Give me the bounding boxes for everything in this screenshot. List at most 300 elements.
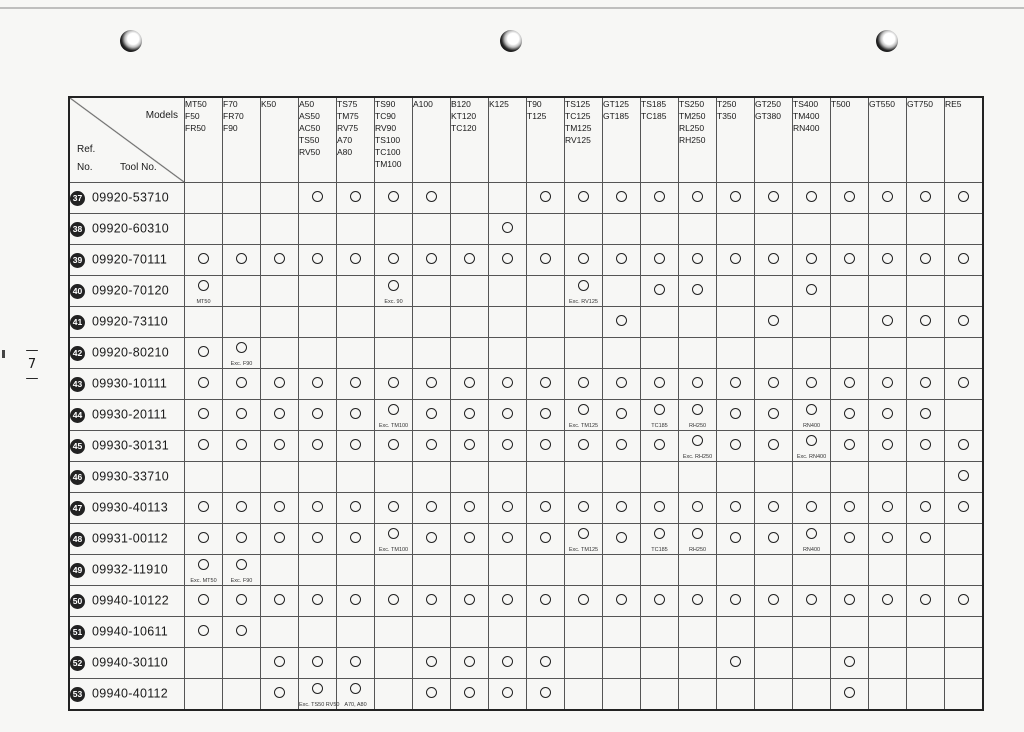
compatibility-cell bbox=[679, 400, 717, 431]
compatibility-cell bbox=[413, 555, 451, 586]
compatibility-cell bbox=[375, 338, 413, 369]
compatibility-cell bbox=[565, 493, 603, 524]
compatible-circle-icon bbox=[312, 253, 323, 264]
compatibility-cell bbox=[299, 183, 337, 214]
compatibility-cell bbox=[831, 555, 869, 586]
compatible-circle-icon bbox=[540, 191, 551, 202]
compatibility-cell bbox=[223, 276, 261, 307]
compatibility-cell bbox=[831, 679, 869, 711]
model-column-header bbox=[185, 97, 223, 183]
table-row bbox=[69, 214, 983, 245]
compatible-circle-icon bbox=[578, 280, 589, 291]
compatibility-cell bbox=[451, 648, 489, 679]
tool-number: 09920-70111 bbox=[92, 253, 168, 268]
compatibility-cell bbox=[489, 214, 527, 245]
compatibility-cell bbox=[337, 493, 375, 524]
model-name: F70 bbox=[223, 99, 238, 109]
compatible-circle-icon bbox=[578, 594, 589, 605]
compatible-circle-icon bbox=[692, 594, 703, 605]
compatibility-cell bbox=[527, 493, 565, 524]
compatibility-cell bbox=[793, 679, 831, 711]
compatibility-cell bbox=[299, 555, 337, 586]
model-column-header bbox=[223, 97, 261, 183]
compatibility-cell bbox=[717, 462, 755, 493]
compatibility-cell bbox=[527, 307, 565, 338]
compatibility-cell bbox=[869, 555, 907, 586]
compatible-circle-icon bbox=[350, 594, 361, 605]
compatibility-cell bbox=[489, 679, 527, 711]
compatibility-cell bbox=[717, 648, 755, 679]
table-row bbox=[69, 431, 983, 462]
compatibility-cell bbox=[717, 369, 755, 400]
compatibility-cell bbox=[945, 276, 984, 307]
compatibility-cell bbox=[831, 493, 869, 524]
compatibility-cell bbox=[907, 679, 945, 711]
compatibility-cell bbox=[299, 648, 337, 679]
compatibility-cell bbox=[223, 400, 261, 431]
compatibility-cell bbox=[755, 431, 793, 462]
compatible-circle-icon bbox=[426, 656, 437, 667]
compatibility-cell bbox=[641, 338, 679, 369]
compatibility-cell bbox=[945, 214, 984, 245]
compatibility-cell bbox=[223, 369, 261, 400]
compatibility-cell bbox=[603, 617, 641, 648]
model-name: GT250 bbox=[755, 99, 781, 109]
compatibility-cell bbox=[565, 648, 603, 679]
table-row bbox=[69, 586, 983, 617]
compatible-circle-icon bbox=[616, 377, 627, 388]
compatibility-cell bbox=[793, 586, 831, 617]
compatible-circle-icon bbox=[502, 532, 513, 543]
compatibility-cell bbox=[641, 586, 679, 617]
compatible-circle-icon bbox=[502, 253, 513, 264]
compatibility-cell bbox=[869, 307, 907, 338]
compatibility-cell bbox=[337, 369, 375, 400]
model-name: A100 bbox=[413, 99, 433, 109]
compatible-circle-icon bbox=[806, 284, 817, 295]
compatibility-cell bbox=[679, 524, 717, 555]
exception-note: TC185 bbox=[651, 547, 668, 553]
model-name: TS250 bbox=[679, 99, 705, 109]
compatibility-cell bbox=[223, 524, 261, 555]
exception-note: RN400 bbox=[802, 547, 821, 553]
tool-number: 09920-53710 bbox=[92, 191, 169, 206]
compatible-circle-icon bbox=[540, 656, 551, 667]
compatibility-cell bbox=[299, 276, 337, 307]
compatible-circle-icon bbox=[654, 284, 665, 295]
model-column-header bbox=[603, 97, 641, 183]
compatibility-cell bbox=[489, 307, 527, 338]
compatible-circle-icon bbox=[578, 253, 589, 264]
model-name: TS125 bbox=[565, 99, 591, 109]
compatibility-cell bbox=[603, 462, 641, 493]
compatibility-cell bbox=[945, 493, 984, 524]
compatibility-cell bbox=[261, 369, 299, 400]
compatibility-cell bbox=[869, 648, 907, 679]
compatibility-cell bbox=[717, 493, 755, 524]
compatibility-cell bbox=[185, 493, 223, 524]
compatibility-cell bbox=[527, 462, 565, 493]
compatibility-cell bbox=[413, 679, 451, 711]
compatible-circle-icon bbox=[540, 594, 551, 605]
compatibility-cell bbox=[755, 524, 793, 555]
tool-number: 09930-30131 bbox=[92, 439, 169, 454]
compatibility-cell bbox=[413, 617, 451, 648]
compatibility-cell bbox=[603, 214, 641, 245]
model-name: TS50 bbox=[299, 135, 320, 145]
compatible-circle-icon bbox=[578, 528, 589, 539]
compatibility-cell bbox=[527, 431, 565, 462]
compatibility-cell bbox=[755, 400, 793, 431]
exception-note: Exc. F90 bbox=[230, 361, 253, 367]
compatibility-cell bbox=[831, 369, 869, 400]
compatible-circle-icon bbox=[198, 625, 209, 636]
compatible-circle-icon bbox=[236, 594, 247, 605]
compatibility-cell bbox=[641, 276, 679, 307]
ref-tool-cell bbox=[69, 245, 185, 276]
compatibility-cell bbox=[641, 493, 679, 524]
compatible-circle-icon bbox=[464, 377, 475, 388]
compatibility-cell bbox=[831, 307, 869, 338]
ref-number-badge: 49 bbox=[70, 563, 85, 578]
compatible-circle-icon bbox=[236, 532, 247, 543]
compatibility-cell bbox=[717, 214, 755, 245]
compatible-circle-icon bbox=[198, 594, 209, 605]
compatibility-cell bbox=[793, 214, 831, 245]
compatibility-cell bbox=[641, 431, 679, 462]
compatible-circle-icon bbox=[768, 501, 779, 512]
compatibility-cell bbox=[945, 307, 984, 338]
model-name: T90 bbox=[527, 99, 542, 109]
compatibility-cell bbox=[223, 493, 261, 524]
exception-note: RH250 bbox=[688, 547, 707, 553]
exception-note: Exc. TM125 bbox=[568, 547, 599, 553]
compatible-circle-icon bbox=[844, 532, 855, 543]
ref-tool-cell bbox=[69, 307, 185, 338]
table-row bbox=[69, 183, 983, 214]
model-column-header bbox=[793, 97, 831, 183]
compatibility-cell bbox=[337, 586, 375, 617]
compatibility-cell bbox=[299, 462, 337, 493]
compatible-circle-icon bbox=[616, 315, 627, 326]
exception-note: Exc. F90 bbox=[230, 578, 253, 584]
compatible-circle-icon bbox=[426, 253, 437, 264]
compatibility-cell bbox=[755, 369, 793, 400]
compatibility-cell bbox=[185, 183, 223, 214]
compatible-circle-icon bbox=[426, 191, 437, 202]
compatibility-cell bbox=[451, 276, 489, 307]
compatible-circle-icon bbox=[274, 656, 285, 667]
compatible-circle-icon bbox=[654, 501, 665, 512]
compatible-circle-icon bbox=[958, 470, 969, 481]
compatibility-cell bbox=[793, 307, 831, 338]
compatible-circle-icon bbox=[692, 253, 703, 264]
compatible-circle-icon bbox=[274, 439, 285, 450]
compatible-circle-icon bbox=[882, 501, 893, 512]
model-name: TC125 bbox=[565, 111, 591, 121]
model-name: TC120 bbox=[451, 123, 477, 133]
compatibility-cell bbox=[527, 524, 565, 555]
compatibility-cell bbox=[261, 245, 299, 276]
compatibility-cell bbox=[603, 555, 641, 586]
model-name: GT125 bbox=[603, 99, 629, 109]
page-number: — 7 — bbox=[25, 343, 39, 386]
compatible-circle-icon bbox=[958, 191, 969, 202]
compatibility-cell bbox=[679, 586, 717, 617]
compatible-circle-icon bbox=[350, 501, 361, 512]
model-name: F90 bbox=[223, 123, 238, 133]
compatibility-cell bbox=[869, 586, 907, 617]
compatibility-cell bbox=[793, 338, 831, 369]
ref-number-badge: 45 bbox=[70, 439, 85, 454]
compatibility-cell bbox=[185, 214, 223, 245]
compatible-circle-icon bbox=[502, 377, 513, 388]
compatibility-cell bbox=[337, 214, 375, 245]
compatibility-cell bbox=[223, 617, 261, 648]
compatible-circle-icon bbox=[388, 280, 399, 291]
compatibility-cell bbox=[641, 679, 679, 711]
compatibility-cell bbox=[869, 276, 907, 307]
compatibility-cell bbox=[223, 214, 261, 245]
exception-note: Exc. TM100 bbox=[378, 547, 409, 553]
compatibility-cell bbox=[907, 307, 945, 338]
compatibility-cell bbox=[831, 400, 869, 431]
ref-tool-cell bbox=[69, 276, 185, 307]
model-column-header bbox=[907, 97, 945, 183]
exception-note: Exc. TS50 RV50 bbox=[299, 702, 340, 708]
compatible-circle-icon bbox=[350, 377, 361, 388]
compatibility-cell bbox=[375, 307, 413, 338]
compatible-circle-icon bbox=[730, 408, 741, 419]
compatibility-cell bbox=[261, 586, 299, 617]
table-row bbox=[69, 648, 983, 679]
compatibility-cell bbox=[299, 493, 337, 524]
compatibility-cell bbox=[907, 493, 945, 524]
compatible-circle-icon bbox=[616, 191, 627, 202]
tool-number: 09940-10122 bbox=[92, 594, 169, 609]
compatible-circle-icon bbox=[502, 687, 513, 698]
ref-tool-cell bbox=[69, 400, 185, 431]
compatibility-cell bbox=[337, 338, 375, 369]
model-name: AS50 bbox=[299, 111, 320, 121]
model-column-header bbox=[565, 97, 603, 183]
compatible-circle-icon bbox=[920, 377, 931, 388]
compatible-circle-icon bbox=[350, 439, 361, 450]
compatibility-cell bbox=[185, 400, 223, 431]
model-name: TC100 bbox=[375, 147, 401, 157]
compatibility-cell bbox=[945, 431, 984, 462]
compatibility-cell bbox=[299, 338, 337, 369]
table-body bbox=[69, 183, 983, 711]
compatibility-cell bbox=[907, 555, 945, 586]
tool-number: 09920-60310 bbox=[92, 222, 169, 237]
compatible-circle-icon bbox=[502, 656, 513, 667]
table-row bbox=[69, 493, 983, 524]
compatibility-cell bbox=[223, 679, 261, 711]
model-name: TM100 bbox=[375, 159, 402, 169]
compatibility-cell bbox=[717, 679, 755, 711]
compatible-circle-icon bbox=[198, 439, 209, 450]
compatible-circle-icon bbox=[844, 408, 855, 419]
ref-number-badge: 51 bbox=[70, 625, 85, 640]
compatible-circle-icon bbox=[350, 656, 361, 667]
compatibility-cell bbox=[679, 648, 717, 679]
compatibility-cell bbox=[185, 617, 223, 648]
ref-tool-cell bbox=[69, 493, 185, 524]
compatibility-cell bbox=[945, 183, 984, 214]
model-column-header bbox=[527, 97, 565, 183]
compatibility-cell bbox=[375, 276, 413, 307]
compatible-circle-icon bbox=[388, 191, 399, 202]
model-name: RV125 bbox=[565, 135, 591, 145]
model-name: K125 bbox=[489, 99, 509, 109]
compatibility-cell bbox=[451, 338, 489, 369]
compatible-circle-icon bbox=[312, 656, 323, 667]
model-name: TM250 bbox=[679, 111, 706, 121]
ref-number-badge: 43 bbox=[70, 377, 85, 392]
compatibility-cell bbox=[603, 648, 641, 679]
compatible-circle-icon bbox=[540, 377, 551, 388]
compatibility-cell bbox=[223, 555, 261, 586]
compatibility-cell bbox=[337, 617, 375, 648]
compatibility-cell bbox=[185, 245, 223, 276]
model-column-header bbox=[451, 97, 489, 183]
compatibility-cell bbox=[565, 400, 603, 431]
compatibility-cell bbox=[907, 183, 945, 214]
compatible-circle-icon bbox=[920, 501, 931, 512]
compatible-circle-icon bbox=[730, 253, 741, 264]
model-name: RH250 bbox=[679, 135, 706, 145]
compatibility-cell bbox=[451, 431, 489, 462]
compatibility-cell bbox=[223, 586, 261, 617]
compatible-circle-icon bbox=[388, 439, 399, 450]
compatibility-cell bbox=[299, 307, 337, 338]
compatible-circle-icon bbox=[274, 532, 285, 543]
compatibility-cell bbox=[755, 338, 793, 369]
compatible-circle-icon bbox=[616, 501, 627, 512]
compatibility-cell bbox=[755, 617, 793, 648]
compatible-circle-icon bbox=[692, 191, 703, 202]
tool-number: 09940-40112 bbox=[92, 687, 169, 702]
table-row bbox=[69, 617, 983, 648]
compatibility-cell bbox=[185, 369, 223, 400]
compatibility-cell bbox=[831, 524, 869, 555]
model-name: T500 bbox=[831, 99, 851, 109]
compatibility-cell bbox=[489, 524, 527, 555]
compatibility-cell bbox=[717, 307, 755, 338]
model-name: A50 bbox=[299, 99, 315, 109]
compatibility-cell bbox=[451, 369, 489, 400]
compatibility-cell bbox=[565, 462, 603, 493]
compatibility-cell bbox=[755, 183, 793, 214]
compatible-circle-icon bbox=[198, 501, 209, 512]
compatibility-cell bbox=[831, 648, 869, 679]
compatibility-cell bbox=[907, 369, 945, 400]
compatibility-cell bbox=[755, 555, 793, 586]
compatibility-cell bbox=[261, 493, 299, 524]
compatibility-cell bbox=[831, 183, 869, 214]
compatible-circle-icon bbox=[464, 501, 475, 512]
compatible-circle-icon bbox=[388, 253, 399, 264]
tool-number: 09931-00112 bbox=[92, 532, 169, 547]
ref-number-badge: 47 bbox=[70, 501, 85, 516]
compatibility-cell bbox=[755, 462, 793, 493]
model-column-header bbox=[679, 97, 717, 183]
compatibility-cell bbox=[223, 245, 261, 276]
table-row bbox=[69, 555, 983, 586]
compatibility-cell bbox=[299, 369, 337, 400]
compatible-circle-icon bbox=[654, 594, 665, 605]
compatible-circle-icon bbox=[578, 439, 589, 450]
compatibility-cell bbox=[413, 183, 451, 214]
compatibility-cell bbox=[717, 338, 755, 369]
compatibility-cell bbox=[489, 276, 527, 307]
compatibility-cell bbox=[527, 586, 565, 617]
compatibility-cell bbox=[451, 617, 489, 648]
compatibility-cell bbox=[413, 524, 451, 555]
compatibility-cell bbox=[793, 462, 831, 493]
compatibility-cell bbox=[337, 307, 375, 338]
table-row bbox=[69, 307, 983, 338]
ref-tool-cell bbox=[69, 586, 185, 617]
compatibility-cell bbox=[603, 183, 641, 214]
exception-note: RH250 bbox=[688, 423, 707, 429]
compatibility-cell bbox=[603, 524, 641, 555]
compatibility-cell bbox=[223, 462, 261, 493]
compatibility-cell bbox=[413, 586, 451, 617]
ref-tool-cell bbox=[69, 369, 185, 400]
compatibility-cell bbox=[603, 307, 641, 338]
compatibility-cell bbox=[261, 679, 299, 711]
compatibility-cell bbox=[793, 617, 831, 648]
compatibility-cell bbox=[755, 648, 793, 679]
compatibility-cell bbox=[299, 679, 340, 711]
compatible-circle-icon bbox=[464, 253, 475, 264]
compatible-circle-icon bbox=[198, 253, 209, 264]
compatibility-cell bbox=[375, 648, 413, 679]
exception-note: Exc. RN400 bbox=[796, 454, 827, 460]
table-row bbox=[69, 245, 983, 276]
compatible-circle-icon bbox=[806, 528, 817, 539]
compatible-circle-icon bbox=[882, 408, 893, 419]
compatibility-cell bbox=[489, 245, 527, 276]
exception-note: Exc. RV125 bbox=[569, 299, 598, 305]
model-name: TS185 bbox=[641, 99, 667, 109]
compatibility-cell bbox=[299, 524, 337, 555]
compatible-circle-icon bbox=[768, 191, 779, 202]
compatibility-cell bbox=[337, 183, 375, 214]
exception-note: MT50 bbox=[196, 299, 211, 305]
model-column-header bbox=[831, 97, 869, 183]
compatibility-cell bbox=[641, 214, 679, 245]
model-name: KT120 bbox=[451, 111, 477, 121]
compatible-circle-icon bbox=[844, 191, 855, 202]
compatibility-cell bbox=[337, 245, 375, 276]
compatibility-cell bbox=[869, 462, 907, 493]
compatible-circle-icon bbox=[844, 377, 855, 388]
compatible-circle-icon bbox=[274, 501, 285, 512]
compatibility-cell bbox=[451, 586, 489, 617]
compatibility-cell bbox=[641, 555, 679, 586]
compatibility-cell bbox=[869, 338, 907, 369]
model-name: TM125 bbox=[565, 123, 592, 133]
compatible-circle-icon bbox=[578, 501, 589, 512]
compatible-circle-icon bbox=[616, 408, 627, 419]
compatibility-cell bbox=[451, 524, 489, 555]
table-row bbox=[69, 400, 983, 431]
model-name: TC90 bbox=[375, 111, 396, 121]
compatibility-cell bbox=[869, 400, 907, 431]
